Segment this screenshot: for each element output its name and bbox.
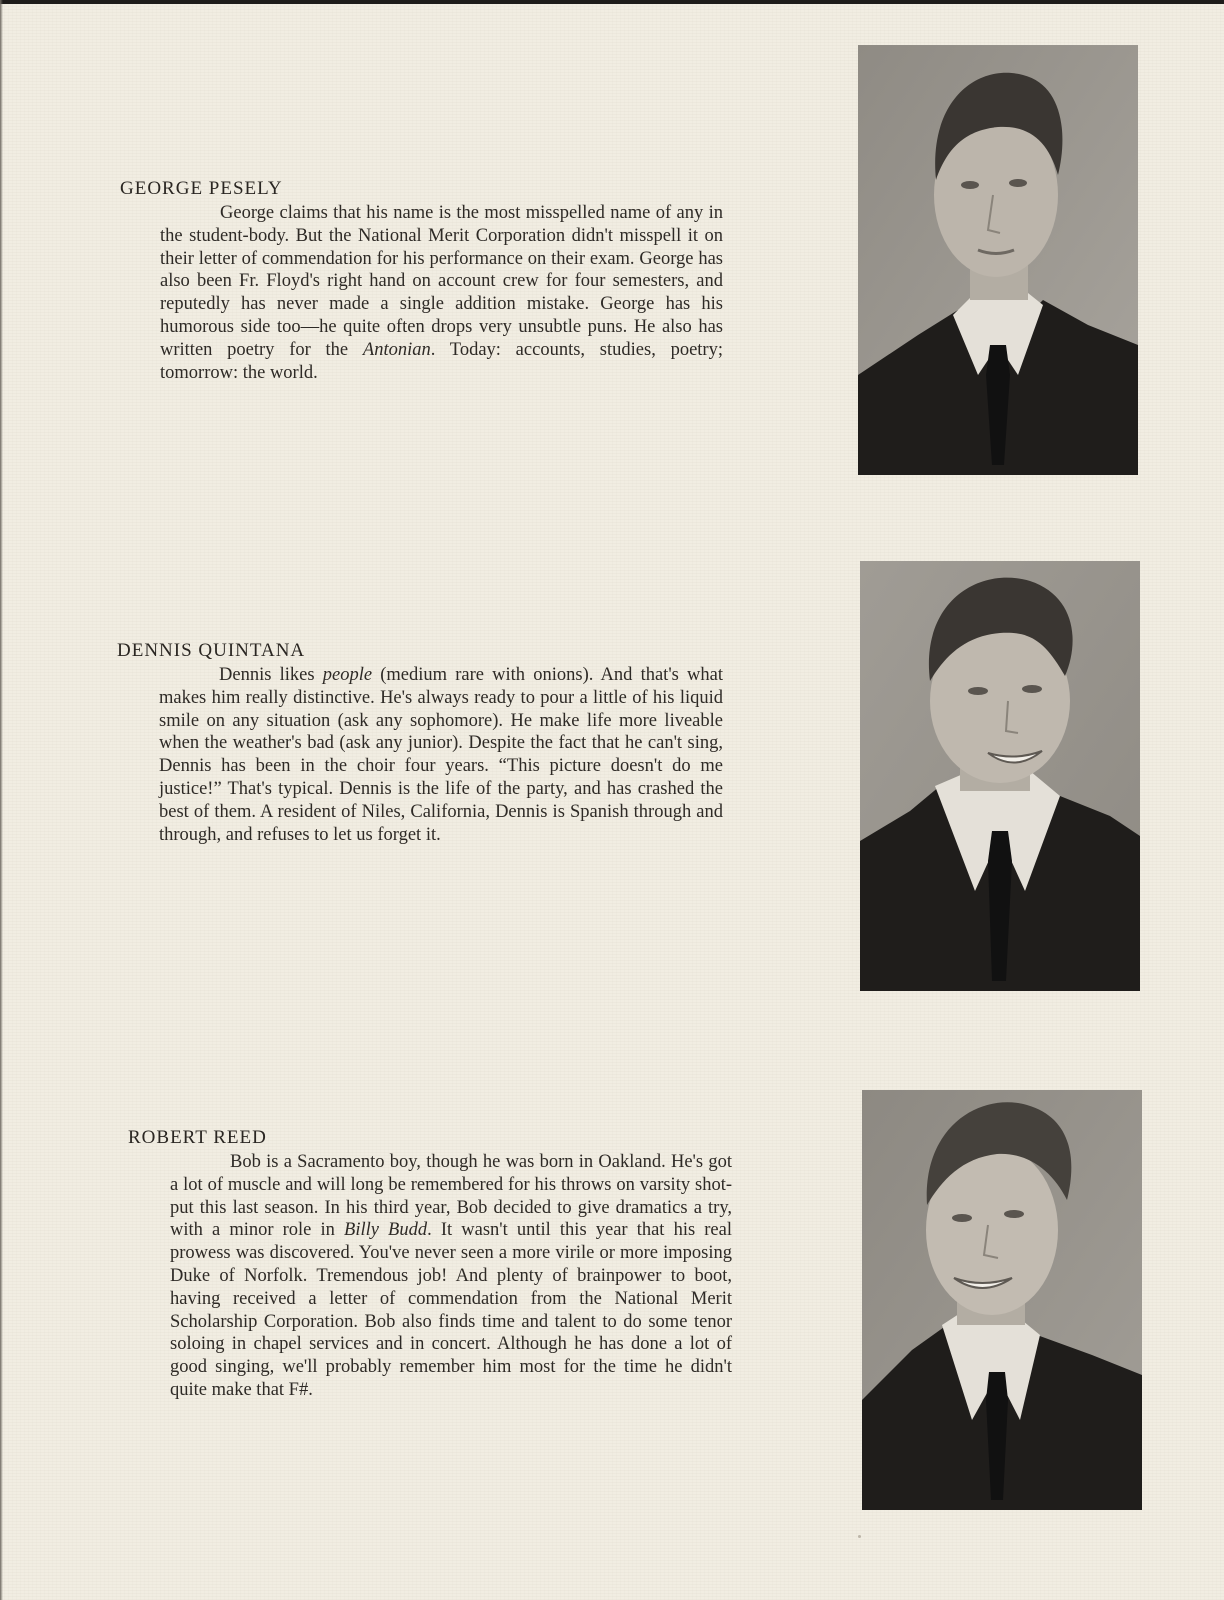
bio-text-end: . Today: accounts, studies, poetry; tomorrow: the world. bbox=[160, 339, 723, 383]
entry-robert-reed bbox=[128, 1127, 732, 1402]
student-bio bbox=[160, 202, 723, 384]
entry-george-pesely bbox=[120, 178, 723, 384]
portrait-icon bbox=[862, 1090, 1142, 1510]
portrait-icon bbox=[858, 45, 1138, 475]
portrait-photo-george-pesely bbox=[858, 45, 1138, 475]
student-name: ROBERT REED bbox=[128, 1127, 267, 1148]
bio-text-end: (medium rare with onions). And that's what makes him really distinctive. He's always ready to pour a little of his liquid smile on any situation (ask any sophomore). He make life more liveable when the weather's bad (ask any junior). Despite the fact that he can't sing, Dennis has been in the choir four years. “This picture doesn't do me justice!” That's typical. Dennis is the life of the party, and has crashed the best of them. A resident of Niles, California, Dennis is Spanish through and through, and refuses to let us forget it. bbox=[159, 665, 723, 845]
portrait-photo-robert-reed bbox=[862, 1090, 1142, 1510]
portrait-icon bbox=[860, 561, 1140, 991]
paper-speck bbox=[858, 1535, 861, 1538]
student-bio bbox=[170, 1151, 732, 1402]
bio-italic-text: people bbox=[322, 665, 373, 685]
bio-italic-text: Antonian bbox=[362, 339, 431, 360]
bio-italic-text: Billy Budd bbox=[344, 1220, 428, 1241]
page-top-edge bbox=[0, 0, 1224, 4]
student-bio bbox=[159, 664, 723, 846]
bio-text: George claims that his name is the most misspelled name of any in the student-body. But the National Merit Corporation didn't misspell it on their letter of commendation for his performance on their exam. George has also been Fr. Floyd's right hand on account crew for four semesters, and reputedly has never made a single addition mistake. George has his humorous side too—he quite often drops very unsubtle puns. He also has written poetry for the bbox=[160, 203, 723, 360]
bio-text-end: . It wasn't until this year that his real prowess was discovered. You've never seen a more virile or more imposing Duke of Norfolk. Tremendous job! And plenty of brainpower to boot, having received a letter of commendation from the National Merit Scholarship Corporation. Bob also finds time and talent to do some tenor soloing in chapel services and in concert. Although he has done a lot of good singing, we'll probably remember him most for the time he didn't quite make that F#. bbox=[170, 1220, 732, 1400]
page-binding-edge bbox=[0, 0, 3, 1600]
entry-dennis-quintana bbox=[117, 640, 723, 846]
student-name: GEORGE PESELY bbox=[120, 178, 283, 199]
bio-text: Bob is a Sacramento boy, though he was born in Oakland. He's got a lot of muscle and will long be remembered for his throws on varsity shot-put this last season. In his third year, Bob decided to give dramatics a try, with a minor role in bbox=[170, 1152, 732, 1241]
portrait-photo-dennis-quintana bbox=[860, 561, 1140, 991]
bio-text: Dennis likes bbox=[219, 665, 323, 685]
student-name: DENNIS QUINTANA bbox=[117, 640, 306, 661]
